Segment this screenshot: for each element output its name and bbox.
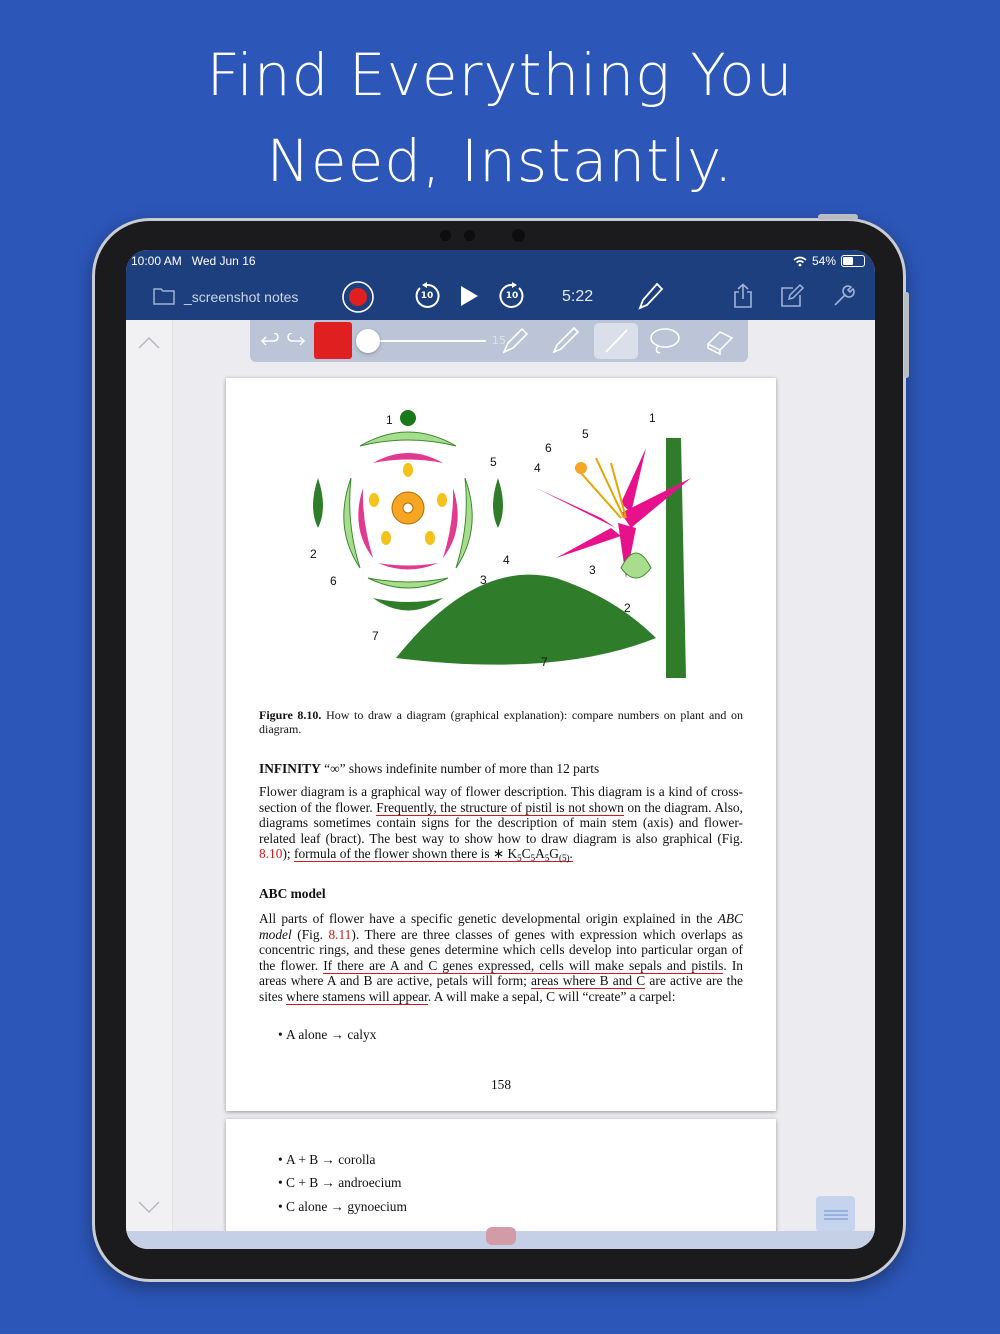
battery-icon: [841, 255, 865, 267]
camera-icon: [440, 230, 451, 241]
figure-link[interactable]: 8.11: [328, 926, 352, 942]
thumbnail-toggle-button[interactable]: [816, 1196, 855, 1232]
fig-right-label: 3: [589, 563, 596, 577]
list-item: [278, 1027, 376, 1043]
list-item: [278, 1199, 407, 1215]
bullet: •: [278, 1199, 287, 1214]
status-bar: [126, 250, 875, 274]
paragraph-abc-model: [259, 911, 743, 1005]
folder-button[interactable]: [152, 284, 176, 308]
formula-part: C: [521, 846, 531, 862]
share-icon: [732, 283, 754, 309]
pen-size-label: 15: [492, 334, 506, 347]
status-right: [793, 254, 865, 268]
fig-right-label: 7: [541, 655, 548, 669]
chevron-down-icon[interactable]: [137, 1200, 161, 1214]
headline-line-1: Find Everything You: [206, 41, 794, 109]
bullet: •: [278, 1175, 287, 1190]
p2-text-f: . A will make a sepal, C will “create” a carpel:: [427, 988, 676, 1004]
forward-10-button[interactable]: [497, 281, 527, 311]
p2-italic: ABC model: [259, 911, 743, 942]
folder-icon: [152, 286, 176, 306]
fountain-pen-icon[interactable]: [500, 326, 530, 356]
play-button[interactable]: [456, 283, 482, 309]
fig-right-label: 2: [624, 601, 631, 615]
bullet: •: [278, 1027, 287, 1042]
caption-text: How to draw a diagram (graphical explanation): compare numbers on plant and on diagram.: [259, 708, 744, 736]
pen-icon: [635, 280, 665, 312]
fig-right-label: 5: [582, 427, 589, 441]
caption-label: Figure 8.10.: [259, 708, 322, 722]
pen-color-swatch[interactable]: [314, 322, 352, 359]
lasso-icon[interactable]: [648, 326, 682, 356]
paragraph-flower-diagram: [259, 784, 743, 867]
fig-right-label: 1: [649, 411, 656, 425]
pen-button[interactable]: [634, 279, 666, 313]
fig-left-label: 5: [490, 455, 497, 469]
headline-line-2: Need, Instantly.: [266, 127, 734, 195]
formula-sub: 5: [544, 853, 550, 864]
document-page-158[interactable]: [226, 378, 776, 1111]
record-icon: [341, 280, 375, 314]
headline: [0, 32, 1000, 204]
chevron-up-icon[interactable]: [137, 336, 161, 350]
annotation-underline[interactable]: where stamens will appear: [286, 988, 428, 1004]
status-time-date: [131, 254, 256, 268]
redo-icon[interactable]: [286, 333, 306, 349]
abc-heading: ABC model: [259, 886, 326, 901]
flower-diagram-figure: [226, 378, 776, 698]
list-item: [278, 1152, 375, 1168]
p1-formula-text: formula of the flower shown there is ∗ K: [293, 846, 518, 862]
pen-toolbar: [250, 320, 748, 362]
play-icon: [459, 285, 479, 307]
compose-button[interactable]: [778, 282, 806, 310]
bullet: •: [278, 1152, 287, 1167]
p1-text-b: on the diagram. Also, diagrams sometimes contain signs for the description of main stem (axis) and flower-related leaf (bract). The best way to show how to draw diagram is also graphical (Fig.: [259, 799, 743, 846]
formula-sub: (5): [558, 853, 570, 864]
wifi-icon: [793, 256, 807, 267]
fig-right-label: 4: [534, 461, 541, 475]
p1-text-a: Flower diagram is a graphical way of flower description. This diagram is a kind of cross-section of the flower.: [259, 784, 743, 815]
p2-text-a: All parts of flower have a specific genetic developmental origin explained in the: [259, 911, 713, 926]
undo-icon[interactable]: [260, 333, 280, 349]
bullet-text: C + B → androecium: [286, 1175, 402, 1190]
side-button: [904, 292, 909, 378]
p2-text-d: . In areas where A and B are active, petals will form;: [259, 957, 744, 989]
line-tool-icon: [601, 326, 631, 356]
annotation-underline[interactable]: [294, 846, 573, 862]
volume-button: [818, 214, 858, 220]
fig-left-label: 3: [480, 573, 487, 587]
formula-sub: 5: [517, 853, 522, 864]
rewind-label: 10: [420, 291, 434, 301]
camera-flash-icon: [512, 229, 525, 242]
fig-right-label: 6: [545, 441, 552, 455]
annotation-underline[interactable]: areas where B and C: [531, 973, 646, 989]
fig-left-label: 6: [330, 574, 337, 588]
bottom-toolbar-edge: [126, 1231, 875, 1249]
compose-icon: [779, 283, 805, 309]
rewind-10-button[interactable]: [412, 281, 442, 311]
recording-time: 5:22: [562, 288, 594, 305]
formula-sub: 5: [530, 853, 536, 864]
annotation-underline[interactable]: Frequently, the structure of pistil is not shown: [376, 799, 624, 815]
highlighter-tool-selected[interactable]: [594, 323, 638, 359]
infinity-text: “∞” shows indefinite number of more than 12 parts: [324, 761, 600, 776]
page-number: 158: [490, 1077, 512, 1092]
infinity-line: [259, 761, 743, 777]
wrench-icon: [832, 284, 856, 308]
formula-end: .: [569, 846, 573, 862]
p2-text-b: (Fig.: [297, 926, 323, 942]
bullet-text: A alone → calyx: [286, 1027, 377, 1042]
fig-left-label: 7: [372, 629, 379, 643]
camera-sensor-icon: [464, 230, 475, 241]
p2-text-c: ). There are three classes of genes with expression which overlaps as concentric rings, and these genes determine which cells develop into particular organ of the flower.: [259, 926, 743, 973]
fig-left-label: 2: [310, 547, 317, 561]
figure-link[interactable]: 8.10: [259, 846, 283, 862]
bullet-text: A + B → corolla: [286, 1152, 376, 1167]
bullet-text: C alone → gynoecium: [286, 1199, 407, 1214]
share-button[interactable]: [730, 282, 756, 310]
status-date: Wed Jun 16: [191, 254, 256, 268]
list-item: [278, 1175, 401, 1191]
p2-text-e: are active are the sites: [259, 973, 744, 1004]
battery-percent: 54%: [811, 254, 836, 268]
fig-left-label: 1: [386, 413, 393, 427]
p1-text-c: );: [282, 846, 291, 862]
document-title[interactable]: _screenshot notes: [184, 289, 299, 305]
infinity-heading: INFINITY: [259, 761, 321, 776]
forward-label: 10: [505, 291, 519, 301]
pen-size-slider-thumb[interactable]: [356, 329, 380, 353]
ballpoint-pen-icon[interactable]: [550, 326, 580, 356]
ipad-screen: [126, 250, 875, 1249]
page-navigation-rail: [126, 320, 173, 1249]
annotation-underline[interactable]: If there are A and C genes expressed, cells will make sepals and pistils: [323, 957, 724, 973]
status-time: 10:00 AM: [131, 254, 182, 268]
figure-caption: [259, 708, 743, 736]
record-button[interactable]: [341, 280, 375, 314]
fig-left-label: 4: [503, 553, 510, 567]
top-toolbar: [126, 274, 875, 320]
settings-button[interactable]: [830, 282, 858, 310]
eraser-icon[interactable]: [704, 326, 736, 356]
formula-part: A: [535, 846, 545, 862]
formula-part: G: [549, 846, 559, 862]
list-lines-icon: [824, 1209, 848, 1221]
home-indicator: [486, 1227, 516, 1245]
